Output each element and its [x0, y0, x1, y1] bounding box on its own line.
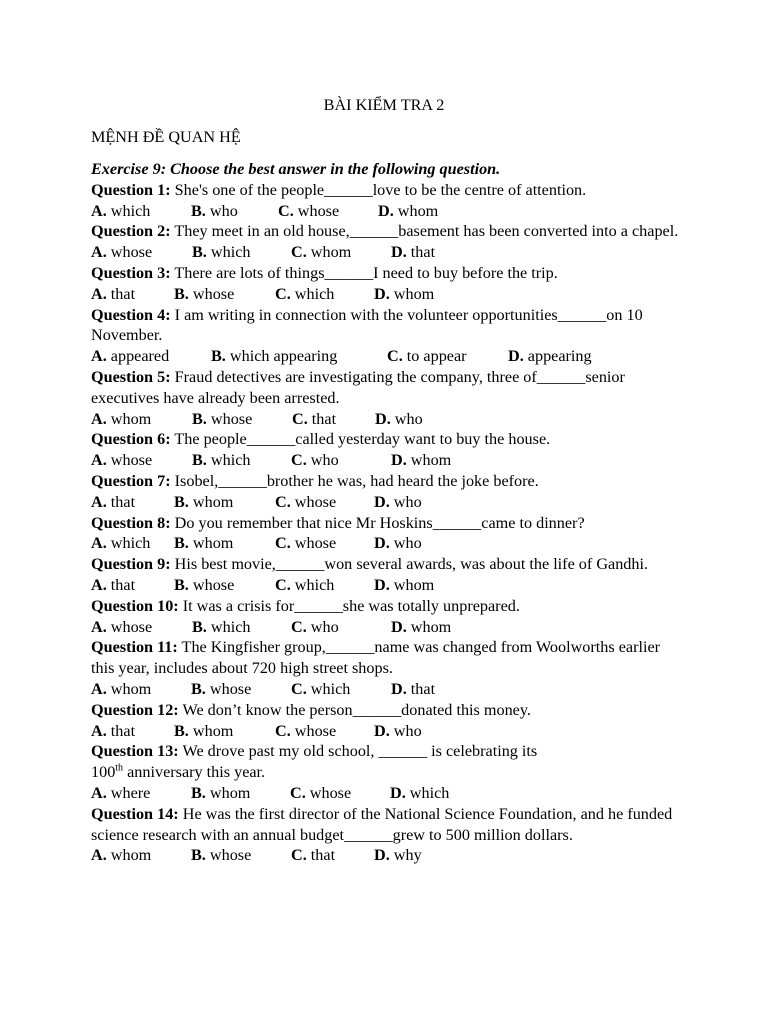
option-text: whom [389, 575, 435, 594]
answer-option[interactable] [191, 783, 290, 804]
question-text [91, 471, 681, 492]
answer-option[interactable] [192, 409, 292, 430]
option-text: appeared [106, 347, 170, 366]
answer-options [91, 201, 681, 222]
option-text: which [206, 617, 251, 636]
question-text [91, 367, 681, 409]
question-list [91, 180, 681, 866]
option-letter: C. [275, 721, 291, 740]
option-letter: C. [292, 409, 308, 428]
question-item [91, 700, 681, 742]
question-item [91, 471, 681, 513]
question-text [91, 804, 681, 846]
question-item [91, 513, 681, 555]
question-line2: 100 [91, 763, 116, 782]
option-letter: A. [91, 721, 107, 740]
answer-option[interactable] [291, 242, 391, 263]
option-text: that [106, 284, 136, 303]
answer-option[interactable] [91, 492, 174, 513]
question-stem-end: on 10 November. [91, 305, 643, 345]
option-text: that [406, 243, 436, 262]
option-letter: D. [374, 534, 390, 553]
answer-options [91, 492, 681, 513]
question-item [91, 804, 681, 866]
question-stem-end: senior executives have already been arrested. [91, 367, 625, 407]
question-stem: The people [170, 430, 247, 449]
question-label: Question 11: [91, 638, 178, 657]
question-label: Question 8: [91, 513, 171, 532]
question-stem-end: donated this money. [401, 700, 531, 719]
option-letter: A. [91, 201, 107, 220]
option-letter: C. [275, 492, 291, 511]
question-text [91, 554, 681, 575]
option-text: that [307, 409, 337, 428]
answer-option[interactable] [391, 617, 451, 638]
answer-option[interactable] [191, 679, 291, 700]
answer-blank: ______ [324, 263, 374, 282]
option-letter: C. [278, 201, 294, 220]
question-stem: I am writing in connection with the volunteer opportunities [170, 305, 558, 324]
question-item [91, 637, 681, 699]
question-label: Question 14: [91, 804, 179, 823]
option-text: whose [290, 534, 337, 553]
option-letter: C. [291, 679, 307, 698]
page-title: BÀI KIỂM TRA 2 [323, 96, 445, 114]
question-stem-end: called yesterday want to buy the house. [295, 430, 551, 449]
answer-option[interactable] [391, 450, 451, 471]
question-text [91, 305, 681, 347]
option-text: where [106, 783, 151, 802]
answer-option[interactable] [91, 346, 211, 367]
answer-options [91, 284, 681, 305]
option-text: whose [206, 409, 253, 428]
question-item [91, 221, 681, 263]
option-text: whom [106, 846, 152, 865]
answer-option[interactable] [91, 533, 174, 554]
answer-blank: ______ [294, 596, 343, 615]
option-text: whom [188, 534, 234, 553]
question-stem-end: is celebrating its [427, 742, 538, 761]
answer-option[interactable] [211, 346, 387, 367]
answer-option[interactable] [192, 450, 291, 471]
question-item [91, 367, 681, 429]
option-text: whom [188, 721, 234, 740]
answer-options [91, 721, 681, 742]
option-text: who [389, 721, 422, 740]
option-text: which [290, 284, 335, 303]
ordinal-suffix: th [115, 762, 124, 774]
answer-option[interactable] [374, 533, 422, 554]
answer-option[interactable] [374, 575, 434, 596]
option-letter: D. [374, 846, 390, 865]
option-text: whom [306, 243, 352, 262]
option-text: that [106, 492, 136, 511]
option-text: whose [106, 243, 153, 262]
answer-blank: ______ [352, 700, 402, 719]
option-text: whom [389, 284, 435, 303]
answer-option[interactable] [91, 845, 191, 866]
option-letter: D. [378, 201, 394, 220]
question-item [91, 596, 681, 638]
question-stem-end: won several awards, was about the life of Gandhi. [324, 555, 649, 574]
question-label: Question 7: [91, 471, 171, 490]
answer-blank: ______ [344, 825, 393, 844]
option-text: whose [205, 846, 252, 865]
option-text: whom [188, 492, 234, 511]
option-letter: B. [211, 347, 226, 366]
option-letter: D. [375, 409, 391, 428]
answer-option[interactable] [191, 201, 278, 222]
option-text: who [389, 534, 422, 553]
answer-options [91, 575, 681, 596]
question-stem-end: I need to buy before the trip. [373, 263, 558, 282]
question-stem: She's one of the people [170, 180, 325, 199]
option-text: whose [293, 201, 340, 220]
question-label: Question 2: [91, 222, 171, 241]
question-stem: Isobel, [170, 471, 219, 490]
option-letter: D. [391, 679, 407, 698]
question-text [91, 596, 681, 617]
question-item [91, 429, 681, 471]
option-letter: B. [174, 534, 189, 553]
answer-option[interactable] [278, 201, 378, 222]
exercise-label: Exercise 9 [91, 160, 161, 178]
question-stem: It was a crisis for [178, 596, 295, 615]
question-line2-end: anniversary this year. [123, 763, 266, 782]
option-text: whom [406, 451, 452, 470]
answer-option[interactable] [91, 721, 174, 742]
answer-blank: ______ [349, 222, 399, 241]
question-stem: The Kingfisher group, [177, 638, 326, 657]
option-text: appearing [523, 347, 592, 366]
option-letter: D. [374, 575, 390, 594]
question-stem: We don’t know the person [178, 700, 353, 719]
answer-option[interactable] [91, 242, 192, 263]
option-text: whom [393, 201, 439, 220]
question-text [91, 741, 681, 783]
option-letter: B. [174, 492, 189, 511]
question-stem-end: came to dinner? [481, 513, 585, 532]
answer-options [91, 346, 681, 367]
answer-option[interactable] [275, 284, 374, 305]
answer-blank: ______ [432, 513, 482, 532]
option-letter: C. [291, 451, 307, 470]
question-stem-end: basement has been converted into a chapel. [398, 222, 679, 241]
answer-option[interactable] [291, 679, 391, 700]
option-letter: D. [374, 492, 390, 511]
option-letter: D. [508, 347, 524, 366]
option-letter: A. [91, 347, 107, 366]
answer-option[interactable] [291, 617, 391, 638]
answer-option[interactable] [191, 845, 291, 866]
option-text: which [106, 534, 151, 553]
option-text: who [306, 617, 339, 636]
option-letter: A. [91, 617, 107, 636]
option-text: whose [290, 492, 337, 511]
answer-option[interactable] [291, 450, 391, 471]
section-subtitle: MỆNH ĐỀ QUAN HỆ [91, 128, 241, 146]
answer-option[interactable] [91, 201, 191, 222]
option-text: to appear [402, 347, 467, 366]
question-stem: His best movie, [170, 555, 276, 574]
answer-blank: ______ [536, 367, 586, 386]
answer-option[interactable] [174, 284, 275, 305]
option-letter: C. [290, 783, 306, 802]
option-text: who [205, 201, 238, 220]
question-item [91, 554, 681, 596]
option-text: that [106, 721, 136, 740]
option-text: whose [106, 617, 153, 636]
option-letter: A. [91, 679, 107, 698]
option-letter: A. [91, 409, 107, 428]
answer-option[interactable] [192, 617, 291, 638]
question-stem: There are lots of things [170, 263, 325, 282]
answer-option[interactable] [508, 346, 592, 367]
question-label: Question 3: [91, 263, 171, 282]
exercise-heading [91, 159, 681, 180]
answer-option[interactable] [91, 450, 192, 471]
answer-option[interactable] [391, 679, 435, 700]
answer-option[interactable] [174, 533, 275, 554]
answer-option[interactable] [174, 575, 275, 596]
option-letter: D. [374, 721, 390, 740]
answer-option[interactable] [91, 284, 174, 305]
option-text: why [389, 846, 422, 865]
answer-option[interactable] [375, 409, 423, 430]
option-letter: B. [191, 846, 206, 865]
question-label: Question 5: [91, 367, 171, 386]
question-stem-end: grew to 500 million dollars. [392, 825, 573, 844]
answer-blank: ______ [218, 471, 267, 490]
option-text: which [206, 451, 251, 470]
answer-option[interactable] [390, 783, 449, 804]
question-stem: Fraud detectives are investigating the company, three of [170, 367, 537, 386]
question-stem-end: brother he was, had heard the joke before. [266, 471, 539, 490]
option-letter: C. [291, 846, 307, 865]
question-text [91, 637, 681, 679]
question-text [91, 221, 681, 242]
option-letter: C. [275, 534, 291, 553]
option-letter: D. [390, 783, 406, 802]
question-label: Question 1: [91, 180, 171, 199]
option-text: whose [188, 575, 235, 594]
question-text [91, 513, 681, 534]
option-letter: C. [387, 347, 403, 366]
answer-option[interactable] [174, 492, 275, 513]
answer-option[interactable] [91, 617, 192, 638]
answer-options [91, 242, 681, 263]
answer-option[interactable] [275, 721, 374, 742]
option-text: whom [406, 617, 452, 636]
option-letter: A. [91, 492, 107, 511]
answer-options [91, 679, 681, 700]
answer-options [91, 783, 681, 804]
option-text: that [306, 846, 336, 865]
answer-option[interactable] [275, 575, 374, 596]
answer-option[interactable] [374, 284, 434, 305]
option-text: whose [290, 721, 337, 740]
question-item [91, 263, 681, 305]
option-letter: B. [174, 575, 189, 594]
option-text: whom [106, 679, 152, 698]
answer-options [91, 617, 681, 638]
answer-option[interactable] [291, 845, 374, 866]
option-letter: B. [192, 617, 207, 636]
question-label: Question 12: [91, 700, 179, 719]
option-text: which [106, 201, 151, 220]
option-text: whose [188, 284, 235, 303]
option-text: whose [205, 679, 252, 698]
option-letter: B. [191, 679, 206, 698]
answer-blank: ______ [275, 555, 325, 574]
option-text: which [405, 783, 450, 802]
option-letter: D. [391, 617, 407, 636]
option-letter: C. [275, 575, 291, 594]
option-letter: B. [174, 721, 189, 740]
answer-option[interactable] [174, 721, 275, 742]
option-text: which appearing [225, 347, 338, 366]
question-label: Question 4: [91, 305, 171, 324]
question-label: Question 13: [91, 742, 179, 761]
option-letter: C. [275, 284, 291, 303]
option-letter: C. [291, 243, 307, 262]
answer-blank: ______ [378, 742, 428, 761]
answer-blank: ______ [557, 305, 607, 324]
question-item [91, 180, 681, 222]
question-stem: We drove past my old school, [178, 742, 379, 761]
option-letter: A. [91, 846, 107, 865]
answer-option[interactable] [91, 409, 192, 430]
option-letter: A. [91, 575, 107, 594]
answer-option[interactable] [290, 783, 390, 804]
option-letter: A. [91, 783, 107, 802]
option-letter: A. [91, 284, 107, 303]
option-letter: A. [91, 534, 107, 553]
answer-options [91, 450, 681, 471]
option-text: who [390, 409, 423, 428]
question-text [91, 700, 681, 721]
option-letter: B. [191, 201, 206, 220]
option-text: that [106, 575, 136, 594]
question-stem: Do you remember that nice Mr Hoskins [170, 513, 433, 532]
answer-option[interactable] [275, 533, 374, 554]
option-letter: A. [91, 243, 107, 262]
option-text: whom [205, 783, 251, 802]
answer-option[interactable] [91, 575, 174, 596]
option-letter: D. [374, 284, 390, 303]
option-text: whom [106, 409, 152, 428]
option-text: that [406, 679, 436, 698]
option-text: whose [106, 451, 153, 470]
option-letter: D. [391, 451, 407, 470]
answer-option[interactable] [387, 346, 508, 367]
question-stem-end: name was changed from Woolworths earlier this year, includes about 720 high street shops. [91, 638, 661, 678]
option-letter: B. [191, 783, 206, 802]
option-letter: A. [91, 451, 107, 470]
question-text [91, 263, 681, 284]
option-letter: B. [192, 409, 207, 428]
question-stem-end: love to be the centre of attention. [372, 180, 587, 199]
answer-options [91, 533, 681, 554]
question-text [91, 180, 681, 201]
answer-option[interactable] [91, 679, 191, 700]
question-item [91, 741, 681, 803]
exercise-content [91, 159, 681, 866]
answer-option[interactable] [275, 492, 374, 513]
option-text: who [389, 492, 422, 511]
option-letter: B. [174, 284, 189, 303]
question-stem: They meet in an old house, [170, 222, 350, 241]
option-letter: D. [391, 243, 407, 262]
option-text: which [206, 243, 251, 262]
question-stem: He was the first director of the National Science Foundation, and he funded science research with an annual budget [91, 804, 673, 844]
answer-option[interactable] [192, 242, 291, 263]
option-text: whose [305, 783, 352, 802]
exercise-instruction: : Choose the best answer in the following question. [160, 160, 501, 178]
answer-blank: ______ [246, 430, 296, 449]
question-item [91, 305, 681, 367]
answer-options [91, 845, 681, 866]
option-letter: C. [291, 617, 307, 636]
question-text [91, 429, 681, 450]
answer-option[interactable] [378, 201, 438, 222]
answer-option[interactable] [292, 409, 375, 430]
option-text: who [306, 451, 339, 470]
option-text: which [306, 679, 351, 698]
answer-option[interactable] [374, 721, 422, 742]
option-letter: B. [192, 243, 207, 262]
option-letter: B. [192, 451, 207, 470]
question-stem-end: she was totally unprepared. [342, 596, 520, 615]
answer-blank: ______ [324, 180, 373, 199]
answer-option[interactable] [374, 845, 422, 866]
answer-blank: ______ [325, 638, 375, 657]
answer-option[interactable] [391, 242, 435, 263]
question-label: Question 9: [91, 555, 171, 574]
option-text: which [290, 575, 335, 594]
answer-options [91, 409, 681, 430]
answer-option[interactable] [91, 783, 191, 804]
question-label: Question 6: [91, 430, 171, 449]
answer-option[interactable] [374, 492, 422, 513]
question-label: Question 10: [91, 596, 179, 615]
